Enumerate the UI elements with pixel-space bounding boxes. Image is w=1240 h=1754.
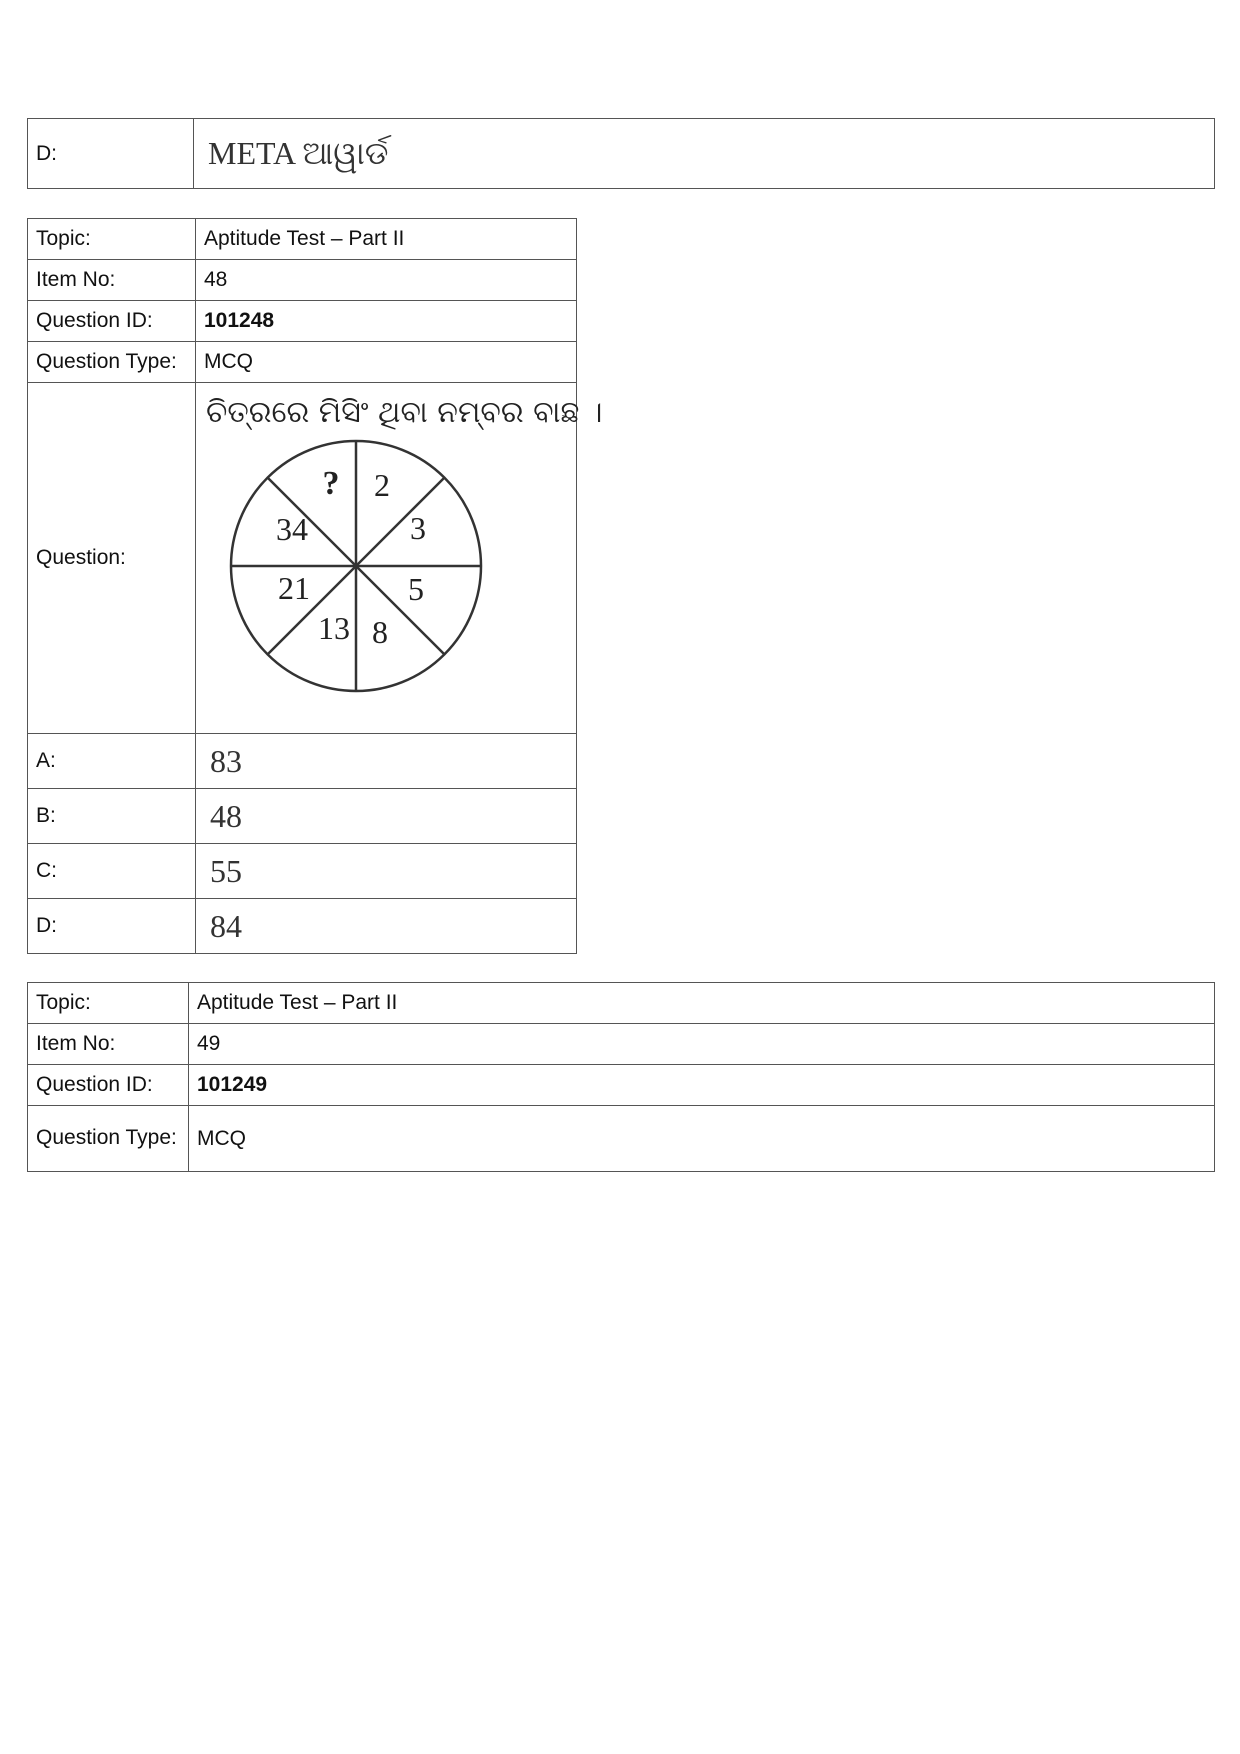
topic-label: Topic:	[28, 219, 196, 260]
question-content	[196, 383, 603, 734]
question-id-label: Question ID:	[28, 301, 196, 342]
option-b-row	[28, 789, 577, 844]
wheel-number-13: 13	[318, 610, 350, 646]
previous-item-table	[27, 118, 1215, 189]
question-type-row	[28, 1106, 1215, 1172]
item-48-table	[27, 218, 603, 954]
topic-row	[28, 983, 1215, 1024]
option-a-row	[28, 734, 577, 789]
item-no-label: Item No:	[28, 1024, 189, 1065]
topic-value: Aptitude Test – Part II	[196, 219, 577, 260]
question-label: Question:	[28, 383, 196, 734]
item-49-table	[27, 982, 1215, 1172]
wheel-number-3: 3	[410, 510, 426, 546]
option-b-label: B:	[28, 789, 196, 844]
question-id-row	[28, 301, 577, 342]
topic-value: Aptitude Test – Part II	[189, 983, 1215, 1024]
wheel-number-2: 2	[374, 467, 390, 503]
question-id-value: 101248	[196, 301, 577, 342]
option-d-label: D:	[28, 899, 196, 954]
question-id-label: Question ID:	[28, 1065, 189, 1106]
question-type-row	[28, 342, 577, 383]
question-type-label: Question Type:	[28, 342, 196, 383]
item-no-value: 49	[189, 1024, 1215, 1065]
item-no-row	[28, 1024, 1215, 1065]
topic-label: Topic:	[28, 983, 189, 1024]
item-no-value: 48	[196, 260, 577, 301]
wheel-missing-number: ?	[322, 465, 340, 502]
question-type-value: MCQ	[196, 342, 577, 383]
option-c-label: C:	[28, 844, 196, 899]
option-d-value: META ଆୱାର୍ଡ	[194, 119, 1215, 189]
question-type-value: MCQ	[189, 1106, 1215, 1172]
question-id-value: 101249	[189, 1065, 1215, 1106]
wheel-number-34: 34	[276, 511, 308, 547]
wheel-number-21: 21	[278, 570, 310, 606]
option-c-row	[28, 844, 577, 899]
wheel-number-5: 5	[408, 571, 424, 607]
option-b-value: 48	[196, 789, 577, 844]
option-d-value: 84	[196, 899, 577, 954]
question-text: ଚିତ୍ରରେ ମିସିଂ ଥିବା ନମ୍ବର ବାଛ ।	[206, 395, 603, 430]
question-type-label: Question Type:	[28, 1106, 189, 1172]
option-d-row	[28, 899, 577, 954]
option-d-row	[28, 119, 1215, 189]
number-wheel-figure	[216, 436, 496, 706]
item-no-label: Item No:	[28, 260, 196, 301]
question-id-row	[28, 1065, 1215, 1106]
option-d-label: D:	[28, 119, 194, 189]
item-no-row	[28, 260, 577, 301]
question-row	[28, 383, 577, 734]
topic-row	[28, 219, 577, 260]
option-a-value: 83	[196, 734, 577, 789]
wheel-number-8: 8	[372, 614, 388, 650]
option-a-label: A:	[28, 734, 196, 789]
option-c-value: 55	[196, 844, 577, 899]
